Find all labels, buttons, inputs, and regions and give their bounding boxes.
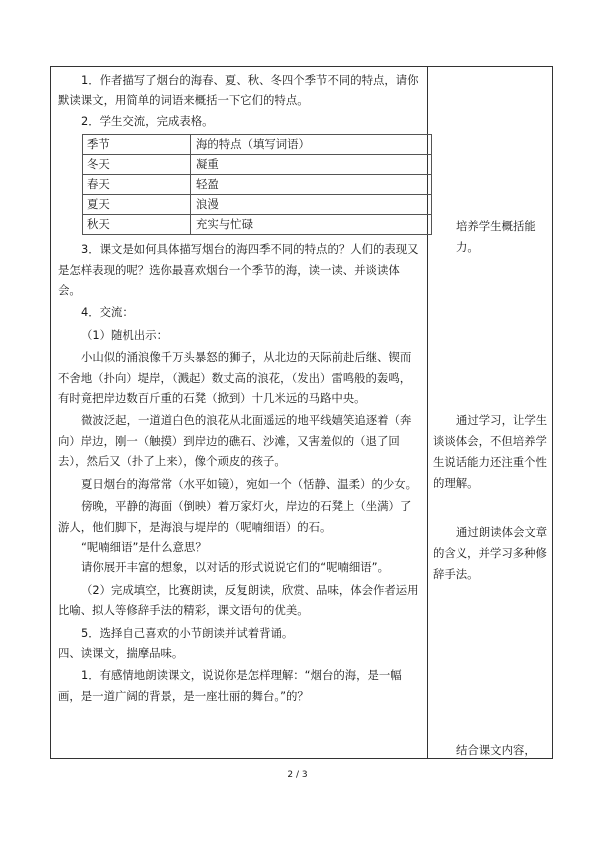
random-display-label: （1）随机出示： (81, 327, 168, 342)
table-cell-season: 冬天 (83, 155, 191, 175)
question-1: 1．作者描写了烟台的海春、夏、秋、冬四个季节不同的特点，请你默读课文，用简单的词语来概括一下它们的特点。 (58, 73, 419, 108)
design-note-4: 结合课文内容， (456, 743, 536, 757)
table-cell-feature: 凝重 (191, 155, 432, 175)
table-row (83, 155, 432, 175)
section-heading-four: 四、读课文，揣摩品味。 (58, 645, 184, 660)
table-cell-feature: 充实与忙碌 (191, 215, 432, 235)
table-header-row (83, 135, 432, 155)
table-row (83, 195, 432, 215)
question-5: 5．选择自己喜欢的小节朗读并试着背诵。 (81, 625, 294, 640)
excerpt-winter: 小山似的涌浪像千万头暴怒的狮子，从北边的天际前赴后继、锲而不舍地（扑向）堤岸，（溅起）数丈高的浪花，（发出）雷鸣般的轰鸣，有时竟把岸边数百斤重的石凳（掀到）十几米远的马路中央。 (58, 350, 412, 406)
table-row (83, 215, 432, 235)
design-note-2: 通过学习，让学生谈谈体会，不但培养学生说话能力还注重个性的理解。 (433, 413, 548, 490)
table-cell-season: 春天 (83, 175, 191, 195)
excerpt-evening: 傍晚，平静的海面（倒映）着万家灯火，岸边的石凳上（坐满）了游人，他们脚下，是海浪与堤岸的（呢喃细语）的石。 (58, 499, 412, 534)
table-cell-feature: 浪漫 (191, 195, 432, 215)
question-2: 2．学生交流，完成表格。 (81, 113, 214, 128)
excerpt-summer: 夏日烟台的海常常（水平如镜），宛如一个（恬静、温柔）的少女。 (81, 476, 418, 491)
table-cell-season: 秋天 (83, 215, 191, 235)
design-note-3: 通过朗读体会文章的含义，并学习多种修辞手法。 (433, 525, 548, 581)
design-note-text: 培养学生概括能力。 (456, 219, 536, 254)
table-row (83, 175, 432, 195)
question-4: 4．交流： (81, 305, 134, 320)
teaching-process-column (58, 70, 420, 706)
activity-fill-blank: （2）完成填空，比赛朗读，反复朗读，欣赏、品味，体会作者运用比喻、拟人等修辞手法的精彩，课文语句的优美。 (58, 582, 419, 618)
page-number: 2 / 3 (287, 770, 308, 780)
question-3: 3．课文是如何具体描写烟台的海四季不同的特点的？人们的表现又是怎样表现的呢？选你最喜欢烟台一个季节的海，读一读、并谈读体会。 (58, 242, 419, 298)
season-feature-table (82, 134, 432, 235)
table-cell-feature: 轻盈 (191, 175, 432, 195)
question-imagine: 请你展开丰富的想象，以对话的形式说说它们的“呢喃细语”。 (81, 560, 389, 575)
table-header-season: 季节 (83, 135, 191, 155)
excerpt-spring: 微波泛起，一道道白色的浪花从北面遥远的地平线嬉笑追逐着（奔向）岸边，刚一（触摸）到岸边的礁石、沙滩，又害羞似的（退了回去），然后又（扑了上来），像个顽皮的孩子。 (58, 413, 412, 469)
design-note-1 (433, 216, 549, 258)
question-four-1: 1．有感情地朗读课文，说说你是怎样理解：“烟台的海，是一幅画，是一道广阔的背景，是一座壮丽的舞台。”的？ (58, 668, 402, 703)
table-header-feature: 海的特点（填写词语） (191, 135, 432, 155)
table-cell-season: 夏天 (83, 195, 191, 215)
question-meaning: “呢喃细语”是什么意思？ (81, 539, 207, 554)
